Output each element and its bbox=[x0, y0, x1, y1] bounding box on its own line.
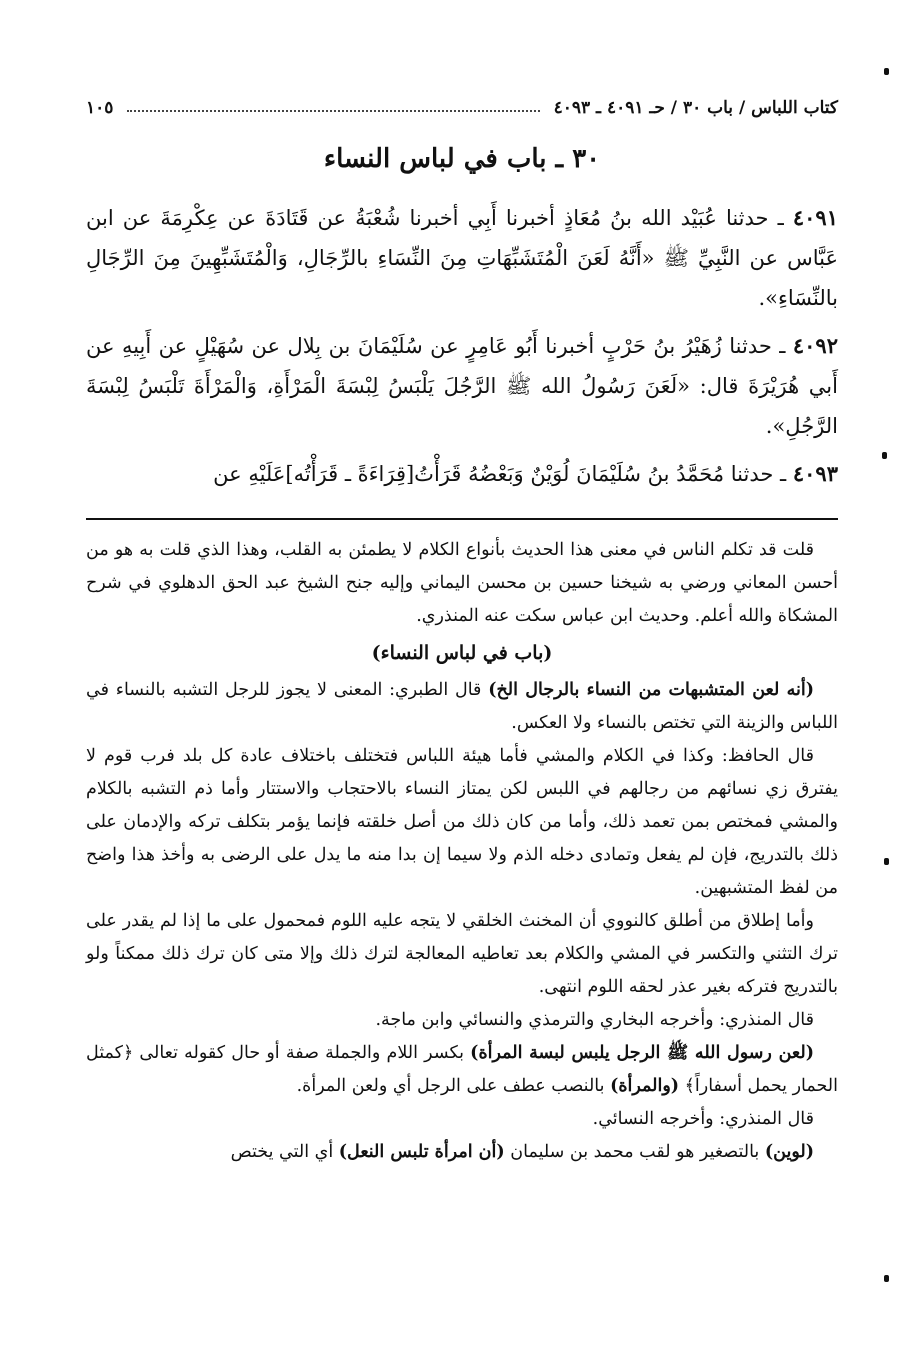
chapter-title: ٣٠ ـ باب في لباس النساء bbox=[323, 144, 601, 174]
hadith-text: ـ حدثنا زُهَيْرُ بنُ حَرْبٍ أخبرنا أَبُو عَامِرٍ عن سُلَيْمَانَ بن بِلال عن سُهَيْلٍ عن أَبِيهِ عن أَبي هُرَيْرَةَ قال: «لَعَنَ رَسُولُ الله ﷺ الرَّجُلَ يَلْبَسُ لِبْسَةَ الْمَرْأَةِ، وَالْمَرْأَةَ تَلْبَسُ لِبْسَةَ الرَّجُلِ». bbox=[86, 334, 838, 438]
commentary-paragraph: قال الحافظ: وكذا في الكلام والمشي فأما هيئة اللباس فتختلف باختلاف عادة كل بلد فرب قوم لا يفترق زي نسائهم من رجالهم في اللبس لكن يمتاز النساء بالاحتجاب والاستتار وأما ذم التشبه بالكلام والمشي فمختص بمن تعمد ذلك، وأما من كان ذلك من أصل خلقته فإنما يؤمر بتكلف تركه والإدمان على ذلك بالتدريج، فإن لم يفعل وتمادى دخله الذم ولا سيما إن بدا منه ما يدل على الرضى به وأخذ هذا واضح من لفظ المتشبهين. bbox=[86, 746, 838, 898]
hadith-number: ٤٠٩٢ bbox=[792, 333, 838, 358]
page-header bbox=[86, 88, 838, 118]
page-number: ١٠٥ bbox=[86, 98, 114, 118]
commentary-lemma: (أن امرأة تلبس النعل) bbox=[338, 1142, 505, 1162]
commentary-lemma: (أنه لعن المتشبهات من النساء بالرجال الخ) bbox=[488, 680, 814, 700]
commentary-lemma: (لوين) bbox=[764, 1142, 814, 1162]
hadith-entry bbox=[86, 326, 838, 446]
hadith-text: ـ حدثنا عُبَيْد الله بنُ مُعَاذٍ أخبرنا أَبِي أخبرنا شُعْبَةُ عن قَتَادَةَ عن عِكْرِمَةَ عن ابن عَبَّاس عن النَّبِيِّ ﷺ «أَنَّهُ لَعَنَ الْمُتَشَبِّهَاتِ مِنَ النِّسَاءِ بالرِّجَالِ، وَالْمُتَشَبِّهِينَ مِنَ الرِّجَالِ بالنِّسَاءِ». bbox=[86, 206, 838, 310]
commentary-paragraph bbox=[86, 1037, 838, 1103]
commentary-text: قال الطبري: المعنى لا يجوز للرجل التشبه بالنساء في اللباس والزينة التي تختص بالنساء ولا العكس. bbox=[86, 680, 838, 733]
scan-edge-mark bbox=[884, 68, 889, 75]
scan-edge-mark bbox=[884, 858, 889, 865]
commentary-text: بالتصغير هو لقب محمد بن سليمان bbox=[510, 1142, 760, 1162]
commentary-paragraph: قال المنذري: وأخرجه النسائي. bbox=[592, 1109, 814, 1129]
hadith-entry bbox=[86, 198, 838, 318]
commentary-paragraph: قلت قد تكلم الناس في معنى هذا الحديث بأنواع الكلام لا يطمئن به القلب، وهذا الذي قلت به هو من أحسن المعاني ورضي به شيخنا حسين بن محسن اليماني وإليه جنح الشيخ عبد الحق الدهلوي في شرح المشكاة والله أعلم. وحديث ابن عباس سكت عنه المنذري. bbox=[86, 540, 838, 626]
commentary-lemma: (لعن رسول الله ﷺ الرجل يلبس لبسة المرأة) bbox=[470, 1043, 814, 1063]
commentary-sub-heading: (باب في لباس النساء) bbox=[371, 642, 553, 664]
commentary-paragraph: قال المنذري: وأخرجه البخاري والترمذي والنسائي وابن ماجة. bbox=[375, 1010, 814, 1030]
commentary-text: بالنصب عطف على الرجل أي ولعن المرأة. bbox=[296, 1076, 605, 1096]
commentary-lemma: (والمرأة) bbox=[610, 1076, 680, 1096]
commentary-paragraph bbox=[86, 1136, 838, 1169]
hadith-text: ـ حدثنا مُحَمَّدُ بنُ سُلَيْمَانَ لُوَيْنٌ وَبَعْضُهُ قَرَأْتُ[قِرَاءَةً ـ قَرَأْتُه]عَلَيْهِ عن bbox=[213, 462, 787, 486]
hadith-entry bbox=[86, 454, 838, 494]
commentary-section bbox=[86, 534, 838, 1169]
hadith-number: ٤٠٩٣ bbox=[792, 461, 838, 486]
commentary-paragraph: وأما إطلاق من أطلق كالنووي أن المخنث الخلقي لا يتجه عليه اللوم فمحمول على ما إذا لم يقدر على ترك التثني والتكسر في المشي والكلام بعد تعاطيه المعالجة لترك ذلك وإلا متى كان ترك ذلك ممكناً ولو بالتدريج فتركه بغير عذر لحقه اللوم انتهى. bbox=[86, 911, 838, 997]
commentary-paragraph bbox=[86, 674, 838, 740]
footnote-divider bbox=[86, 518, 838, 520]
commentary-text: بكسر اللام والجملة صفة أو حال كقوله تعالى ﴿كمثل الحمار يحمل أسفاراً﴾ bbox=[86, 1043, 838, 1096]
running-title: كتاب اللباس / باب ٣٠ / حـ ٤٠٩١ ـ ٤٠٩٣ bbox=[553, 98, 838, 118]
hadith-number: ٤٠٩١ bbox=[792, 205, 838, 230]
hadith-section bbox=[86, 198, 838, 502]
scan-edge-mark bbox=[884, 1275, 889, 1282]
scan-edge-mark bbox=[882, 452, 887, 459]
commentary-text: أي التي يختص bbox=[230, 1142, 334, 1162]
header-dot-leader bbox=[127, 110, 539, 112]
